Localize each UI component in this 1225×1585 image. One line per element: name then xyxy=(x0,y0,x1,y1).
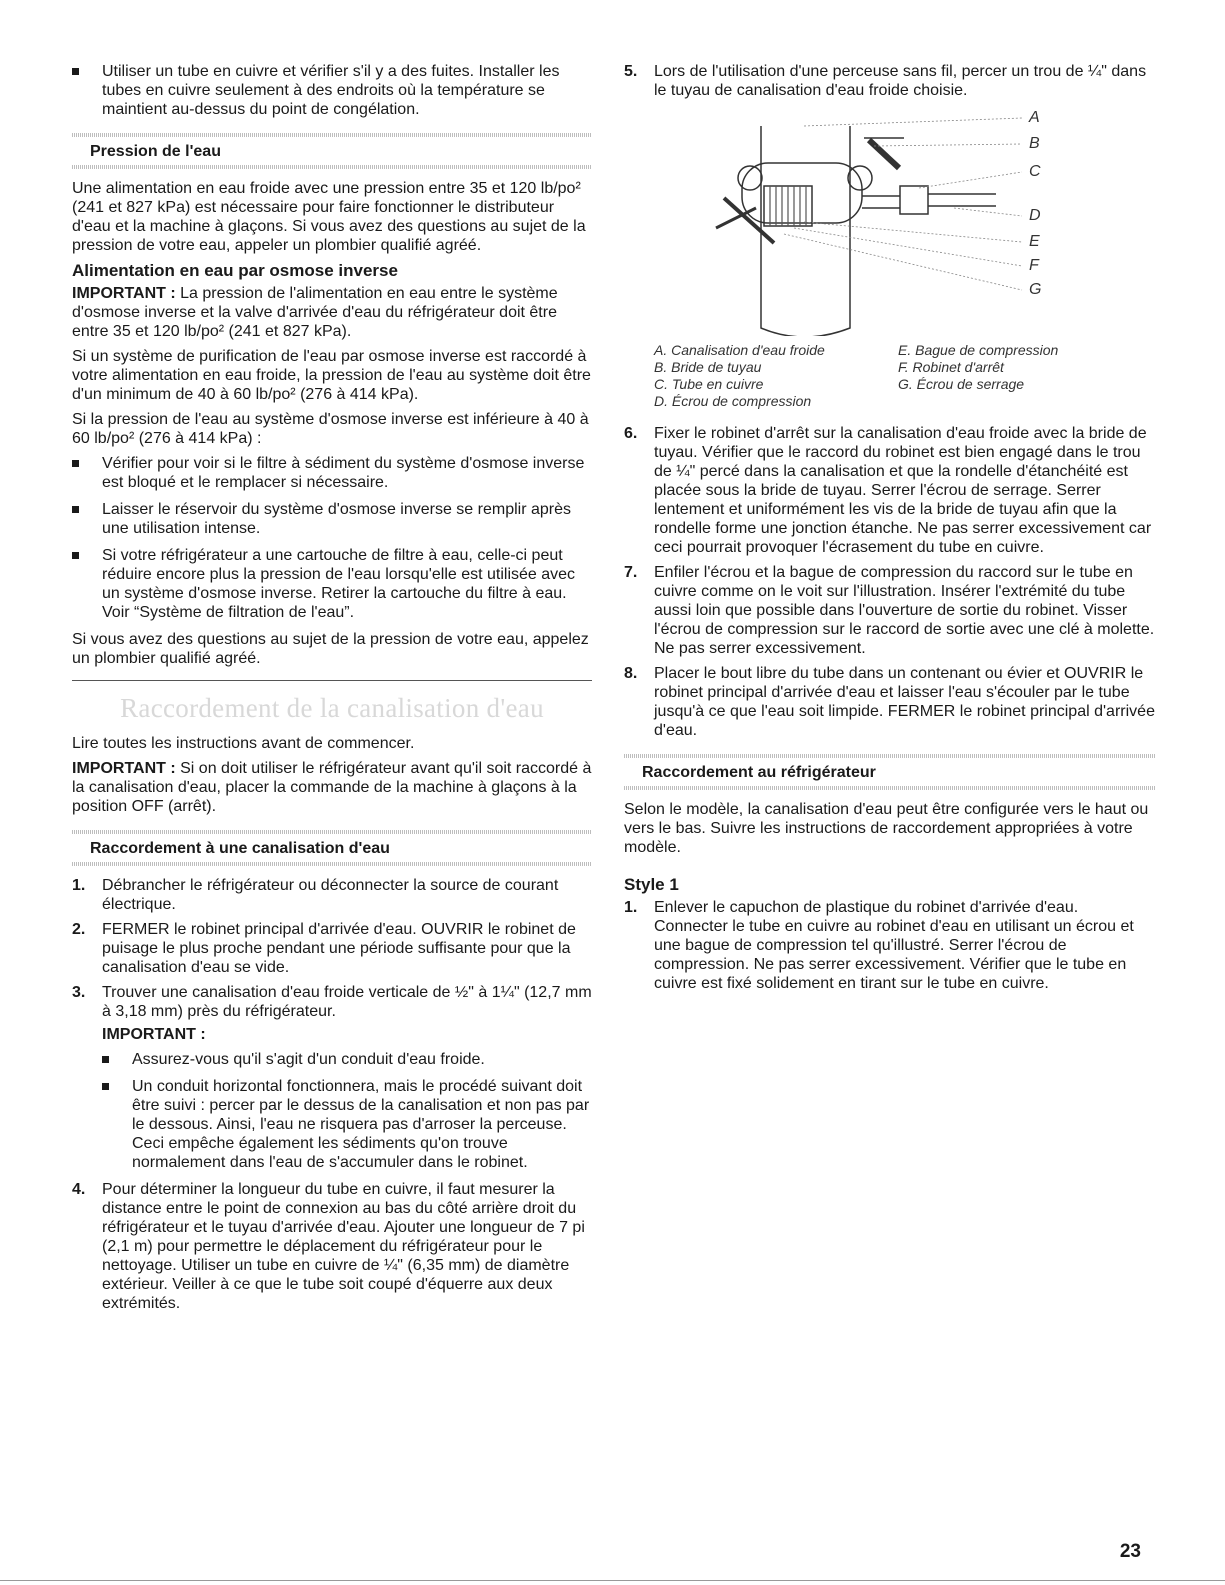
legend-item: A. Canalisation d'eau froide xyxy=(654,342,825,358)
list-item xyxy=(72,454,592,492)
important-label: IMPORTANT : xyxy=(72,285,176,302)
figure-letter-d: D xyxy=(1029,207,1041,224)
page-number: 23 xyxy=(1119,1541,1141,1562)
osmose-paragraph-2: Si la pression de l'eau au système d'osmose inverse est inférieure à 40 à 60 lb/po² (276 à 414 kPa) : xyxy=(72,411,589,447)
osmose-paragraph-1: Si un système de purification de l'eau par osmose inverse est raccordé à votre alimentation en eau froide, la pression de l'eau au système doit être d'un minimum de 40 à 60 lb/po² (276 à 414 kPa). xyxy=(72,348,591,403)
step-number: 7. xyxy=(624,564,638,581)
read-all-text: Lire toutes les instructions avant de commencer. xyxy=(72,735,415,752)
section-title: Raccordement de la canalisation d'eau xyxy=(120,693,544,723)
important-2 xyxy=(72,759,592,816)
important-label: IMPORTANT : xyxy=(72,760,176,777)
refrig-title: Raccordement au réfrigérateur xyxy=(642,764,876,781)
figure-legend xyxy=(654,342,1156,410)
right-column xyxy=(624,62,1156,999)
step-item xyxy=(72,983,592,1172)
step-number: 1. xyxy=(624,899,638,916)
figure-letter-g: G xyxy=(1029,281,1042,298)
step-text: Enfiler l'écrou et la bague de compression du raccord sur le tube en cuivre comme on le voit sur l'illustration. Insérer l'extrémité du tube aussi loin que possible dans l'ouverture de sortie du robinet. Visser l'écrou de compression sur le raccord de sortie avec une clé à molette. Ne pas serrer excessivement. xyxy=(654,564,1155,657)
refrig-heading xyxy=(624,754,1156,790)
step-text: Pour déterminer la longueur du tube en cuivre, il faut mesurer la distance entre le point de connexion au bas du côté arrière droit du réfrigérateur et le tuyau d'arrivée d'eau. Ajouter une longueur de 7 pi (2,1 m) pour permettre le déplacement du réfrigérateur pour le nettoyage. Utiliser un tube en cuivre de ¼" (6,35 mm) de diamètre extérieur. Veiller à ce que le tube soit coupé d'équerre aux deux extrémités. xyxy=(102,1181,585,1312)
pression-heading xyxy=(72,133,592,169)
style-title: Style 1 xyxy=(624,875,679,894)
legend-item: F. Robinet d'arrêt xyxy=(898,359,1004,375)
figure-letter-b: B xyxy=(1029,135,1040,152)
style-steps xyxy=(624,898,1156,993)
list-item xyxy=(72,62,592,119)
step3-bullets xyxy=(102,1050,592,1172)
step-text: Débrancher le réfrigérateur ou déconnecter la source de courant électrique. xyxy=(102,877,559,913)
step-item xyxy=(624,62,1156,100)
bottom-rule xyxy=(0,1580,1225,1581)
bullet-square-icon xyxy=(102,1083,109,1090)
section-divider xyxy=(72,680,592,681)
step-number: 5. xyxy=(624,63,638,80)
step-item xyxy=(72,1180,592,1313)
legend-item: G. Écrou de serrage xyxy=(898,376,1025,392)
figure-letter-c: C xyxy=(1029,163,1041,180)
legend-item: C. Tube en cuivre xyxy=(654,376,764,392)
canalisation-steps xyxy=(72,876,592,1313)
step-item xyxy=(624,563,1156,658)
list-item xyxy=(72,546,592,622)
legend-item: D. Écrou de compression xyxy=(654,393,812,409)
step3-important-label: IMPORTANT : xyxy=(102,1026,206,1043)
step3-bullet-text: Assurez-vous qu'il s'agit d'un conduit d'eau froide. xyxy=(132,1051,485,1068)
step-number: 6. xyxy=(624,425,638,442)
step-text: FERMER le robinet principal d'arrivée d'eau. OUVRIR le robinet de puisage le plus proche pendant une période suffisante pour que la canalisation d'eau se vide. xyxy=(102,921,576,976)
refrig-text: Selon le modèle, la canalisation d'eau peut être configurée vers le haut ou vers le bas. Suivre les instructions de raccordement appropriées à votre modèle. xyxy=(624,801,1149,856)
step-item xyxy=(72,876,592,914)
figure-letter-f: F xyxy=(1029,257,1039,274)
bullet-square-icon xyxy=(72,68,79,75)
osmose-paragraph-3: Si vous avez des questions au sujet de la pression de votre eau, appelez un plombier qualifié agréé. xyxy=(72,631,589,667)
step-item xyxy=(72,920,592,977)
osmose-bullet-text: Vérifier pour voir si le filtre à sédiment du système d'osmose inverse est bloqué et le remplacer si nécessaire. xyxy=(102,455,585,491)
step-number: 3. xyxy=(72,984,86,1001)
canalisation-title: Raccordement à une canalisation d'eau xyxy=(90,840,390,857)
legend-item: B. Bride de tuyau xyxy=(654,359,762,375)
step-text: Lors de l'utilisation d'une perceuse sans fil, percer un trou de ¼" dans le tuyau de canalisation d'eau froide choisie. xyxy=(654,63,1147,99)
legend-item xyxy=(898,393,1138,410)
pression-title: Pression de l'eau xyxy=(90,143,221,160)
list-item xyxy=(102,1077,592,1172)
heading-rule-bottom xyxy=(72,165,592,169)
bullet-square-icon xyxy=(72,460,79,467)
step-number: 1. xyxy=(72,877,86,894)
step-text: Trouver une canalisation d'eau froide verticale de ½" à 1¼" (12,7 mm à 3,18 mm) près du réfrigérateur. xyxy=(102,984,592,1020)
step3-bullet-text: Un conduit horizontal fonctionnera, mais le procédé suivant doit être suivi : percer par le dessus de la canalisation et non pas par le dessous. Ainsi, l'eau ne risquera pas d'arroser la perceuse. Ceci empêche également les sédiments qu'on trouve normalement dans l'eau de s'accumuler dans le robinet. xyxy=(132,1078,590,1171)
osmose-title: Alimentation en eau par osmose inverse xyxy=(72,261,398,280)
bullet-square-icon xyxy=(72,552,79,559)
figure-letter-e: E xyxy=(1029,233,1040,250)
osmose-bullet-text: Laisser le réservoir du système d'osmose inverse se remplir après une utilisation intense. xyxy=(102,501,572,537)
important-text: Si on doit utiliser le réfrigérateur avant qu'il soit raccordé à la canalisation d'eau, placer la commande de la machine à glaçons à la position OFF (arrêt). xyxy=(72,760,592,815)
step-text: Enlever le capuchon de plastique du robinet d'arrivée d'eau. Connecter le tube en cuivre au robinet d'eau en utilisant un écrou et une bague de compression tel qu'illustré. Serrer l'écrou de compression. Ne pas serrer excessivement. Vérifier que le tube en cuivre est fixé solidement en tirant sur le tube en cuivre. xyxy=(654,899,1134,992)
list-item xyxy=(102,1050,592,1069)
osmose-bullet-text: Si votre réfrigérateur a une cartouche de filtre à eau, celle-ci peut réduire encore plus la pression de l'eau lorsqu'elle est utilisée avec un système d'osmose inverse. Retirer la cartouche du filtre à eau. Voir “Système de filtration de l'eau”. xyxy=(102,547,576,621)
list-item xyxy=(72,500,592,538)
step-text: Placer le bout libre du tube dans un contenant ou évier et OUVRIR le robinet principal d'arrivée d'eau et laisser l'eau s'écouler par le tube jusqu'à ce que l'eau soit limpide. FERMER le robinet principal d'arrivée d'eau. xyxy=(654,665,1155,739)
important-text: La pression de l'alimentation en eau entre le système d'osmose inverse et la valve d'arrivée d'eau du réfrigérateur doit être entre 35 et 120 lb/po² (241 et 827 kPa). xyxy=(72,285,558,340)
steps-6-8 xyxy=(624,424,1156,740)
step-item xyxy=(624,664,1156,740)
bullet-square-icon xyxy=(72,506,79,513)
pression-text: Une alimentation en eau froide avec une pression entre 35 et 120 lb/po² (241 et 827 kPa) est nécessaire pour faire fonctionner le distributeur d'eau et la machine à glaçons. Si vous avez des questions au sujet de la pression de votre eau, appeler un plombier qualifié agréé. xyxy=(72,180,586,254)
step-item xyxy=(624,898,1156,993)
heading-rule-bottom xyxy=(624,786,1156,790)
step-item xyxy=(624,424,1156,557)
step-number: 4. xyxy=(72,1181,86,1198)
figure-letter-a: A xyxy=(1029,109,1040,126)
canalisation-heading xyxy=(72,830,592,866)
valve-illustration xyxy=(624,108,1156,336)
intro-list xyxy=(72,62,592,119)
heading-rule-bottom xyxy=(72,862,592,866)
intro-bullet-text: Utiliser un tube en cuivre et vérifier s'il y a des fuites. Installer les tubes en cuivre seulement à des endroits où la température se maintient au-dessus du point de congélation. xyxy=(102,63,560,118)
bullet-square-icon xyxy=(102,1056,109,1063)
osmose-bullets xyxy=(72,454,592,622)
step5-list xyxy=(624,62,1156,100)
valve-drawing xyxy=(624,108,1156,336)
left-column xyxy=(72,62,592,1319)
osmose-important xyxy=(72,284,592,341)
step-number: 8. xyxy=(624,665,638,682)
step-text: Fixer le robinet d'arrêt sur la canalisation d'eau froide avec la bride de tuyau. Vérifier que le raccord du robinet est bien engagé dans le trou de ¼" percé dans la canalisation et que la rondelle d'étanchéité est placée sous la bride de tuyau. Serrer l'écrou de serrage. Serrer lentement et uniformément les vis de la bride de tuyau afin que la rondelle forme une jonction étanche. Ne pas serrer excessivement car ceci pourrait provoquer l'écrasement du tube en cuivre. xyxy=(654,425,1152,556)
legend-item: E. Bague de compression xyxy=(898,342,1059,358)
step-number: 2. xyxy=(72,921,86,938)
